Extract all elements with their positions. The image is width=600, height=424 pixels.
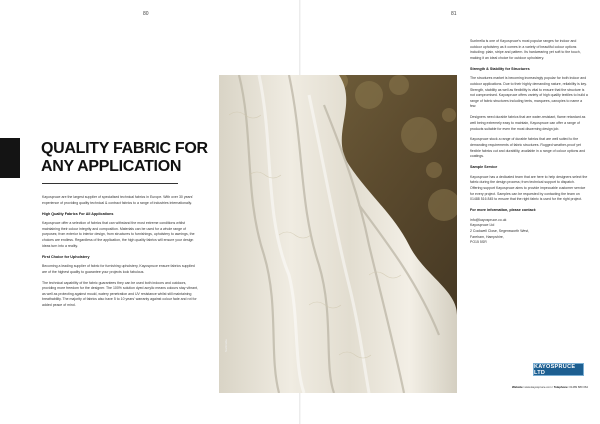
contact-postcode: PO15 5SR <box>470 240 487 245</box>
company-logo <box>533 363 584 376</box>
headline-rule <box>42 183 178 184</box>
subheading-all-applications: High Quality Fabrics For All Applications <box>42 211 114 216</box>
section-tab <box>0 138 20 178</box>
contact-company: Kayospruce Ltd <box>470 223 495 228</box>
contact-address-line: 2 Cockwell Close, Segensworth West, <box>470 228 530 233</box>
paragraph: The structures market is becoming increasingly popular for both indoor and outdoor applications. Due to their highly demanding nature, reliability is key. Strength, stability as well as flexibility is vital to ensure that the structure is not compromised. Kayospruce offers variety of high quality textiles to build a range of fabric structures including tents, marquees, canopies to name a few. <box>470 76 588 109</box>
subheading-structures: Strength & Stability for Structures <box>470 66 530 71</box>
phone-number: 01489 880 064 <box>569 385 588 389</box>
paragraph: Designers need durable fabrics that are water-resistant, flame retardant as well being extremely easy to maintain, Kayospruce can offer a range of products suitable for even the most discerning design job. <box>470 115 586 131</box>
left-text-column <box>42 195 198 314</box>
website-label: Website: <box>512 385 524 389</box>
subheading-upholstery: First Choice for Upholstery <box>42 254 90 259</box>
contact-block <box>470 218 588 246</box>
paragraph: Kayospruce stock a range of durable fabrics that are well suited to the demanding requirements of fabric structures. Rugged weather-proof yet flexible fabrics cut and durability, available in a range of colour options and coatings. <box>470 137 586 159</box>
phone-label: Telephone: <box>553 385 569 389</box>
subheading-sample-service: Sample Service <box>470 165 498 170</box>
intro-paragraph: Kayospruce are the largest supplier of specialised technical fabrics in Europe. With over 30 years' experience of providing quality technical & contract fabrics to a range of industries internationally. <box>42 195 194 205</box>
paragraph: Becoming a leading supplier of fabric for furnishing upholstery, Kayospruce ensure fabrics supplied are of the highest quality to guarantee your projects look fabulous. <box>42 264 195 274</box>
paragraph: Sunbrella is one of Kayospruce's most popular ranges for indoor and outdoor upholstery as it comes in a variety of beautiful colour options including: plain, stripe and pattern. Its hardwearing yet soft to the touch, making it an ideal choice for outdoor upholstery. <box>470 39 581 60</box>
paragraph: Kayospruce has a dedicated team that are here to help designers select the fabric during the design process; from technical support to dispatch. Offering support Kayospruce aims to provide impeccable customer service for every project. Samples can be requested by contacting the team on 01488 516 845 to ensure that the right fabric is used for the right project. <box>470 174 588 202</box>
subheading-contact: For more information, please contact: <box>470 208 537 213</box>
page-number-right: 81 <box>451 11 457 17</box>
website-link[interactable]: www.kayospruce.com <box>524 385 552 389</box>
contact-email[interactable]: info@kayospruce.co.uk <box>470 217 507 222</box>
page-number-left: 80 <box>143 11 149 17</box>
paragraph: Kayospruce offer a selection of fabrics that can withstand the most extreme conditions whilst maintaining their colour integrity and composition. Materials can be used for a whole range of purposes; from exterior to interior design, from structures to furnishings, upholstery to awnings, the choices are endless. Regardless of the application, the high quality fabrics will ensure your design ideas turn into a reality. <box>42 221 195 248</box>
page-footer: Website: www.kayospruce.com / Telephone: 01489 880 064 <box>512 385 588 389</box>
paragraph: The technical capability of the fabric guarantees they can be used both indoors and outdoors, providing more freedom for the designer. The 100% solution dyed acrylic means colours stay vibrant, as well as protecting against mould, watery penetration and UV resistance whilst still maintaining breathability. The majority of fabrics also have 5 to 10 years' warranty against colour fade and rot for added peace of mind. <box>42 280 198 308</box>
logo-text: KAYOSPRUCE LTD <box>534 363 576 376</box>
photo-credit: Sunbrella <box>224 339 228 352</box>
contact-address-line: Fareham, Hampshire, <box>470 234 504 239</box>
fabric-photo <box>219 75 457 393</box>
right-text-column <box>470 39 588 246</box>
page-headline: QUALITY FABRIC FOR ANY APPLICATION <box>41 140 208 175</box>
